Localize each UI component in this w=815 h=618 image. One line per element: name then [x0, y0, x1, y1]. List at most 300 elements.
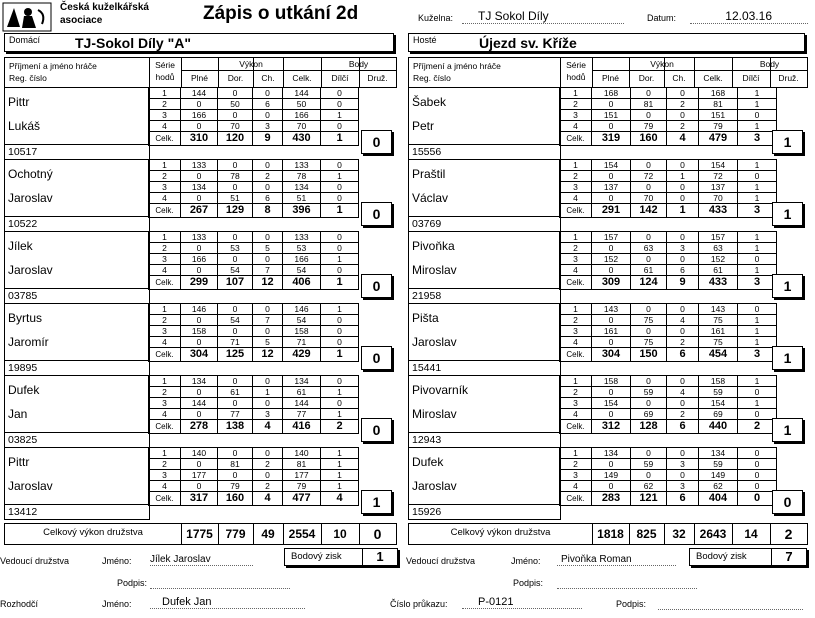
team-total-plne: 1775	[186, 527, 213, 541]
home-col-serie2: hodů	[155, 72, 175, 82]
score-cell: 134	[283, 182, 321, 193]
score-cell: 0	[253, 376, 283, 387]
team-total-druz: 2	[784, 526, 793, 542]
player-firstname: Miroslav	[412, 263, 457, 277]
player-firstname: Jan	[8, 407, 28, 421]
score-cell: 0	[667, 304, 699, 315]
score-cell: 0	[181, 99, 218, 110]
total-cell: 1	[321, 276, 359, 290]
score-cell: 168	[699, 88, 738, 99]
player-reg-divider	[5, 144, 149, 145]
total-label: Celk.	[149, 420, 181, 434]
away-vedouci-name: Pivoňka Roman	[557, 554, 676, 566]
score-cell: 1	[738, 243, 777, 254]
away-col-serie1: Série	[566, 60, 586, 70]
score-total-row	[560, 348, 777, 362]
team-total-sep	[181, 524, 182, 544]
score-cell: 63	[699, 243, 738, 254]
score-cell: 0	[253, 182, 283, 193]
away-team-total	[408, 523, 808, 545]
score-cell: 0	[181, 243, 218, 254]
away-jmeno-label: Jméno:	[511, 556, 541, 566]
prukaz-label: Číslo průkazu:	[390, 599, 448, 609]
score-cell: 0	[738, 304, 777, 315]
home-col-druz: Druž.	[367, 73, 388, 83]
total-cell: 430	[283, 132, 321, 146]
player-surname: Pivovarník	[412, 383, 469, 397]
total-cell: 319	[592, 132, 631, 146]
score-cell: 157	[699, 232, 738, 243]
score-cell: 0	[631, 376, 667, 387]
score-cell: 61	[699, 265, 738, 276]
score-row	[560, 376, 777, 387]
team-total-sep	[732, 524, 733, 544]
score-cell: 1	[321, 171, 359, 182]
away-team-name: Újezd sv. Kříže	[479, 35, 577, 51]
score-cell: 3	[149, 470, 181, 481]
score-cell: 1	[321, 459, 359, 470]
away-player-card	[408, 375, 561, 448]
bodovy-zisk-value: 7	[771, 549, 806, 565]
home-player-team-point: 1	[361, 490, 392, 514]
cka-logo	[2, 2, 52, 32]
total-cell: 4	[667, 132, 699, 146]
home-col-plne: Plné	[190, 73, 208, 83]
score-row	[560, 232, 777, 243]
score-cell: 134	[283, 376, 321, 387]
player-firstname: Lukáš	[8, 119, 41, 133]
home-bodovy-zisk	[284, 548, 398, 566]
total-cell: 9	[667, 276, 699, 290]
player-surname: Byrtus	[8, 311, 43, 325]
score-cell: 0	[592, 265, 631, 276]
away-player-card	[408, 159, 561, 232]
player-reg-number: 03785	[8, 290, 38, 302]
score-row	[560, 448, 777, 459]
score-cell: 77	[283, 409, 321, 420]
home-col-name2: Reg. číslo	[9, 73, 47, 83]
score-cell: 0	[253, 254, 283, 265]
player-reg-divider	[5, 360, 149, 361]
score-cell: 154	[699, 160, 738, 171]
away-header-subline	[592, 70, 807, 71]
score-cell: 1	[149, 88, 181, 99]
team-total-celk: 2643	[699, 527, 727, 541]
score-cell: 0	[592, 459, 631, 470]
score-cell: 0	[738, 409, 777, 420]
score-cell: 158	[592, 376, 631, 387]
total-cell: 0	[738, 492, 777, 506]
score-cell: 151	[699, 110, 738, 121]
score-cell: 0	[253, 448, 283, 459]
score-cell: 0	[738, 470, 777, 481]
score-cell: 0	[667, 376, 699, 387]
datum-value: 12.03.16	[690, 9, 808, 24]
score-row	[149, 315, 359, 326]
total-label: Celk.	[149, 492, 181, 506]
score-cell: 0	[667, 182, 699, 193]
score-cell: 157	[592, 232, 631, 243]
away-bodovy-zisk	[689, 548, 807, 566]
score-cell: 3	[149, 182, 181, 193]
score-cell: 134	[181, 182, 218, 193]
score-cell: 61	[283, 387, 321, 398]
home-player-scores	[148, 231, 359, 290]
player-firstname: Petr	[412, 119, 435, 133]
score-cell: 133	[283, 160, 321, 171]
home-player-scores	[148, 303, 359, 362]
score-cell: 71	[218, 337, 253, 348]
score-cell: 0	[667, 326, 699, 337]
score-cell: 0	[181, 193, 218, 204]
total-cell: 429	[283, 348, 321, 362]
score-cell: 1	[321, 409, 359, 420]
score-cell: 3	[253, 409, 283, 420]
away-player-scores	[559, 447, 777, 506]
team-total-dor: 825	[636, 527, 657, 541]
score-cell: 2	[667, 337, 699, 348]
score-cell: 1	[253, 387, 283, 398]
score-cell: 79	[699, 121, 738, 132]
player-reg-divider	[409, 432, 560, 433]
away-player-scores	[559, 303, 777, 362]
total-cell: 309	[592, 276, 631, 290]
score-cell: 4	[149, 337, 181, 348]
score-cell: 1	[149, 160, 181, 171]
score-cell: 61	[218, 387, 253, 398]
away-player-scores	[559, 375, 777, 434]
total-cell: 8	[253, 204, 283, 218]
rozhodci-podpis-label: Podpis:	[616, 599, 647, 609]
score-cell: 3	[560, 470, 592, 481]
player-surname: Pittr	[8, 455, 30, 469]
player-surname: Jílek	[8, 239, 33, 253]
score-cell: 2	[149, 387, 181, 398]
score-cell: 133	[181, 160, 218, 171]
score-cell: 62	[699, 481, 738, 492]
score-cell: 134	[699, 448, 738, 459]
home-team-total	[4, 523, 397, 545]
score-cell: 1	[560, 160, 592, 171]
score-cell: 0	[218, 182, 253, 193]
total-cell: 9	[253, 132, 283, 146]
score-cell: 0	[253, 160, 283, 171]
score-cell: 1	[321, 481, 359, 492]
score-cell: 3	[560, 326, 592, 337]
score-cell: 54	[218, 315, 253, 326]
score-cell: 0	[253, 398, 283, 409]
player-surname: Ochotný	[8, 167, 53, 181]
score-cell: 4	[149, 121, 181, 132]
total-cell: 4	[253, 420, 283, 434]
total-cell: 283	[592, 492, 631, 506]
away-col-ch: Ch.	[672, 73, 686, 83]
team-total-sep	[664, 524, 665, 544]
score-cell: 6	[253, 99, 283, 110]
player-surname: Dufek	[412, 455, 444, 469]
player-firstname: Jaroslav	[412, 479, 457, 493]
player-firstname: Václav	[412, 191, 449, 205]
away-player-team-point: 1	[772, 274, 803, 298]
score-cell: 1	[321, 254, 359, 265]
away-player-scores	[559, 231, 777, 290]
total-cell: 125	[218, 348, 253, 362]
home-player-card	[4, 231, 150, 304]
score-cell: 0	[667, 448, 699, 459]
total-cell: 440	[699, 420, 738, 434]
player-reg-number: 03825	[8, 434, 38, 446]
score-cell: 4	[667, 387, 699, 398]
total-cell: 129	[218, 204, 253, 218]
away-col-druz: Druž.	[778, 73, 799, 83]
total-cell: 416	[283, 420, 321, 434]
player-reg-divider	[5, 504, 149, 505]
player-reg-number: 03769	[412, 218, 442, 230]
bodovy-zisk-value: 1	[362, 549, 397, 565]
score-cell: 1	[738, 337, 777, 348]
total-cell: 1	[321, 204, 359, 218]
player-firstname: Miroslav	[412, 407, 457, 421]
score-cell: 0	[738, 459, 777, 470]
bodovy-zisk-label: Bodový zisk	[291, 551, 342, 562]
team-total-label: Celkový výkon družstva	[450, 527, 551, 538]
score-cell: 0	[592, 99, 631, 110]
score-cell: 1	[667, 171, 699, 182]
score-cell: 2	[149, 243, 181, 254]
score-cell: 2	[149, 315, 181, 326]
score-cell: 1	[560, 232, 592, 243]
datum-label: Datum:	[647, 13, 677, 23]
score-cell: 75	[699, 337, 738, 348]
score-cell: 0	[592, 171, 631, 182]
score-cell: 79	[283, 481, 321, 492]
team-total-sep	[283, 524, 284, 544]
score-cell: 2	[667, 409, 699, 420]
score-cell: 154	[592, 160, 631, 171]
kuzelna-label: Kuželna:	[418, 13, 454, 23]
total-cell: 3	[738, 204, 777, 218]
score-row	[560, 182, 777, 193]
total-cell: 454	[699, 348, 738, 362]
total-cell: 267	[181, 204, 218, 218]
score-cell: 53	[283, 243, 321, 254]
score-cell: 3	[253, 121, 283, 132]
score-cell: 1	[738, 326, 777, 337]
total-cell: 404	[699, 492, 738, 506]
total-cell: 477	[283, 492, 321, 506]
player-reg-number: 15441	[412, 362, 442, 374]
score-cell: 75	[631, 337, 667, 348]
total-cell: 6	[667, 492, 699, 506]
score-cell: 4	[560, 193, 592, 204]
score-cell: 50	[283, 99, 321, 110]
score-cell: 1	[560, 304, 592, 315]
score-cell: 78	[218, 171, 253, 182]
score-cell: 1	[149, 232, 181, 243]
player-surname: Šabek	[412, 95, 447, 109]
score-cell: 3	[667, 243, 699, 254]
score-cell: 144	[181, 398, 218, 409]
total-cell: 2	[738, 420, 777, 434]
score-cell: 62	[631, 481, 667, 492]
score-cell: 1	[321, 387, 359, 398]
score-total-row	[560, 276, 777, 290]
score-cell: 5	[253, 243, 283, 254]
score-cell: 0	[667, 232, 699, 243]
score-cell: 0	[321, 99, 359, 110]
score-cell: 0	[592, 481, 631, 492]
score-cell: 133	[181, 232, 218, 243]
total-label: Celk.	[560, 276, 592, 290]
home-col-dor: Dor.	[227, 73, 244, 83]
total-cell: 160	[218, 492, 253, 506]
score-total-row	[149, 420, 359, 434]
score-cell: 0	[181, 387, 218, 398]
score-cell: 4	[149, 265, 181, 276]
score-cell: 0	[667, 254, 699, 265]
player-reg-number: 15926	[412, 506, 442, 518]
score-cell: 3	[560, 110, 592, 121]
total-cell: 12	[253, 348, 283, 362]
score-cell: 0	[321, 232, 359, 243]
score-cell: 70	[699, 193, 738, 204]
home-player-card	[4, 159, 150, 232]
score-cell: 0	[667, 110, 699, 121]
player-reg-number: 19895	[8, 362, 38, 374]
total-cell: 124	[631, 276, 667, 290]
score-cell: 4	[149, 193, 181, 204]
home-column-header	[4, 57, 397, 88]
score-row	[560, 121, 777, 132]
score-row	[560, 243, 777, 254]
home-col-serie1: Série	[155, 60, 175, 70]
score-cell: 0	[218, 110, 253, 121]
rozhodci-name: Dufek Jan	[150, 596, 305, 609]
team-total-celk: 2554	[288, 527, 316, 541]
score-cell: 0	[218, 326, 253, 337]
total-cell: 3	[738, 132, 777, 146]
away-col-celk: Celk.	[703, 73, 723, 83]
score-cell: 0	[321, 193, 359, 204]
score-cell: 0	[667, 160, 699, 171]
score-cell: 2	[560, 459, 592, 470]
score-cell: 2	[560, 315, 592, 326]
score-row	[560, 481, 777, 492]
total-label: Celk.	[560, 492, 592, 506]
score-cell: 4	[560, 481, 592, 492]
score-cell: 177	[181, 470, 218, 481]
score-cell: 59	[699, 459, 738, 470]
score-cell: 0	[321, 121, 359, 132]
score-cell: 0	[181, 409, 218, 420]
team-total-plne: 1818	[597, 527, 624, 541]
away-player-team-point: 1	[772, 130, 803, 154]
score-total-row	[149, 132, 359, 146]
home-side-label: Domácí	[9, 35, 41, 45]
home-player-team-point: 0	[361, 274, 392, 298]
score-cell: 1	[149, 448, 181, 459]
score-cell: 0	[181, 121, 218, 132]
score-row	[560, 265, 777, 276]
score-cell: 158	[283, 326, 321, 337]
home-player-team-point: 0	[361, 202, 392, 226]
score-total-row	[560, 132, 777, 146]
player-reg-divider	[409, 288, 560, 289]
total-cell: 138	[218, 420, 253, 434]
score-cell: 59	[699, 387, 738, 398]
away-player-team-point: 1	[772, 202, 803, 226]
score-row	[149, 376, 359, 387]
player-surname: Dufek	[8, 383, 40, 397]
player-reg-divider	[409, 144, 560, 145]
score-cell: 1	[738, 121, 777, 132]
team-total-dilci: 10	[333, 527, 347, 541]
score-cell: 2	[149, 459, 181, 470]
away-col-plne: Plné	[601, 73, 619, 83]
score-cell: 3	[149, 398, 181, 409]
score-cell: 161	[699, 326, 738, 337]
score-cell: 51	[218, 193, 253, 204]
total-cell: 6	[667, 348, 699, 362]
total-cell: 299	[181, 276, 218, 290]
total-label: Celk.	[560, 420, 592, 434]
score-cell: 69	[631, 409, 667, 420]
score-row	[560, 304, 777, 315]
away-col-name2: Reg. číslo	[413, 73, 451, 83]
score-cell: 0	[592, 387, 631, 398]
home-podpis-line	[150, 578, 290, 589]
score-cell: 2	[560, 243, 592, 254]
score-cell: 0	[321, 88, 359, 99]
kuzelna-value: TJ Sokol Díly	[462, 9, 624, 24]
score-cell: 77	[218, 409, 253, 420]
score-cell: 81	[699, 99, 738, 110]
away-player-card	[408, 87, 561, 160]
total-cell: 1	[321, 132, 359, 146]
home-col-body: Body	[348, 59, 369, 69]
score-cell: 79	[631, 121, 667, 132]
score-row	[149, 243, 359, 254]
score-row	[560, 315, 777, 326]
home-player-card	[4, 447, 150, 520]
score-cell: 134	[592, 448, 631, 459]
score-cell: 0	[592, 409, 631, 420]
score-row	[560, 193, 777, 204]
total-cell: 160	[631, 132, 667, 146]
total-cell: 150	[631, 348, 667, 362]
home-player-scores	[148, 375, 359, 434]
away-podpis-label: Podpis:	[513, 578, 544, 588]
home-player-card	[4, 87, 150, 160]
player-firstname: Jaroslav	[412, 335, 457, 349]
home-player-scores	[148, 87, 359, 146]
total-label: Celk.	[560, 204, 592, 218]
score-cell: 0	[253, 304, 283, 315]
score-cell: 61	[631, 265, 667, 276]
score-cell: 2	[667, 121, 699, 132]
score-row	[149, 182, 359, 193]
score-cell: 3	[560, 254, 592, 265]
score-cell: 3	[560, 182, 592, 193]
score-cell: 0	[667, 398, 699, 409]
score-cell: 1	[738, 315, 777, 326]
home-podpis-label: Podpis:	[117, 578, 148, 588]
total-cell: 317	[181, 492, 218, 506]
score-cell: 0	[218, 254, 253, 265]
team-total-sep	[218, 524, 219, 544]
score-cell: 7	[253, 265, 283, 276]
score-cell: 0	[181, 265, 218, 276]
